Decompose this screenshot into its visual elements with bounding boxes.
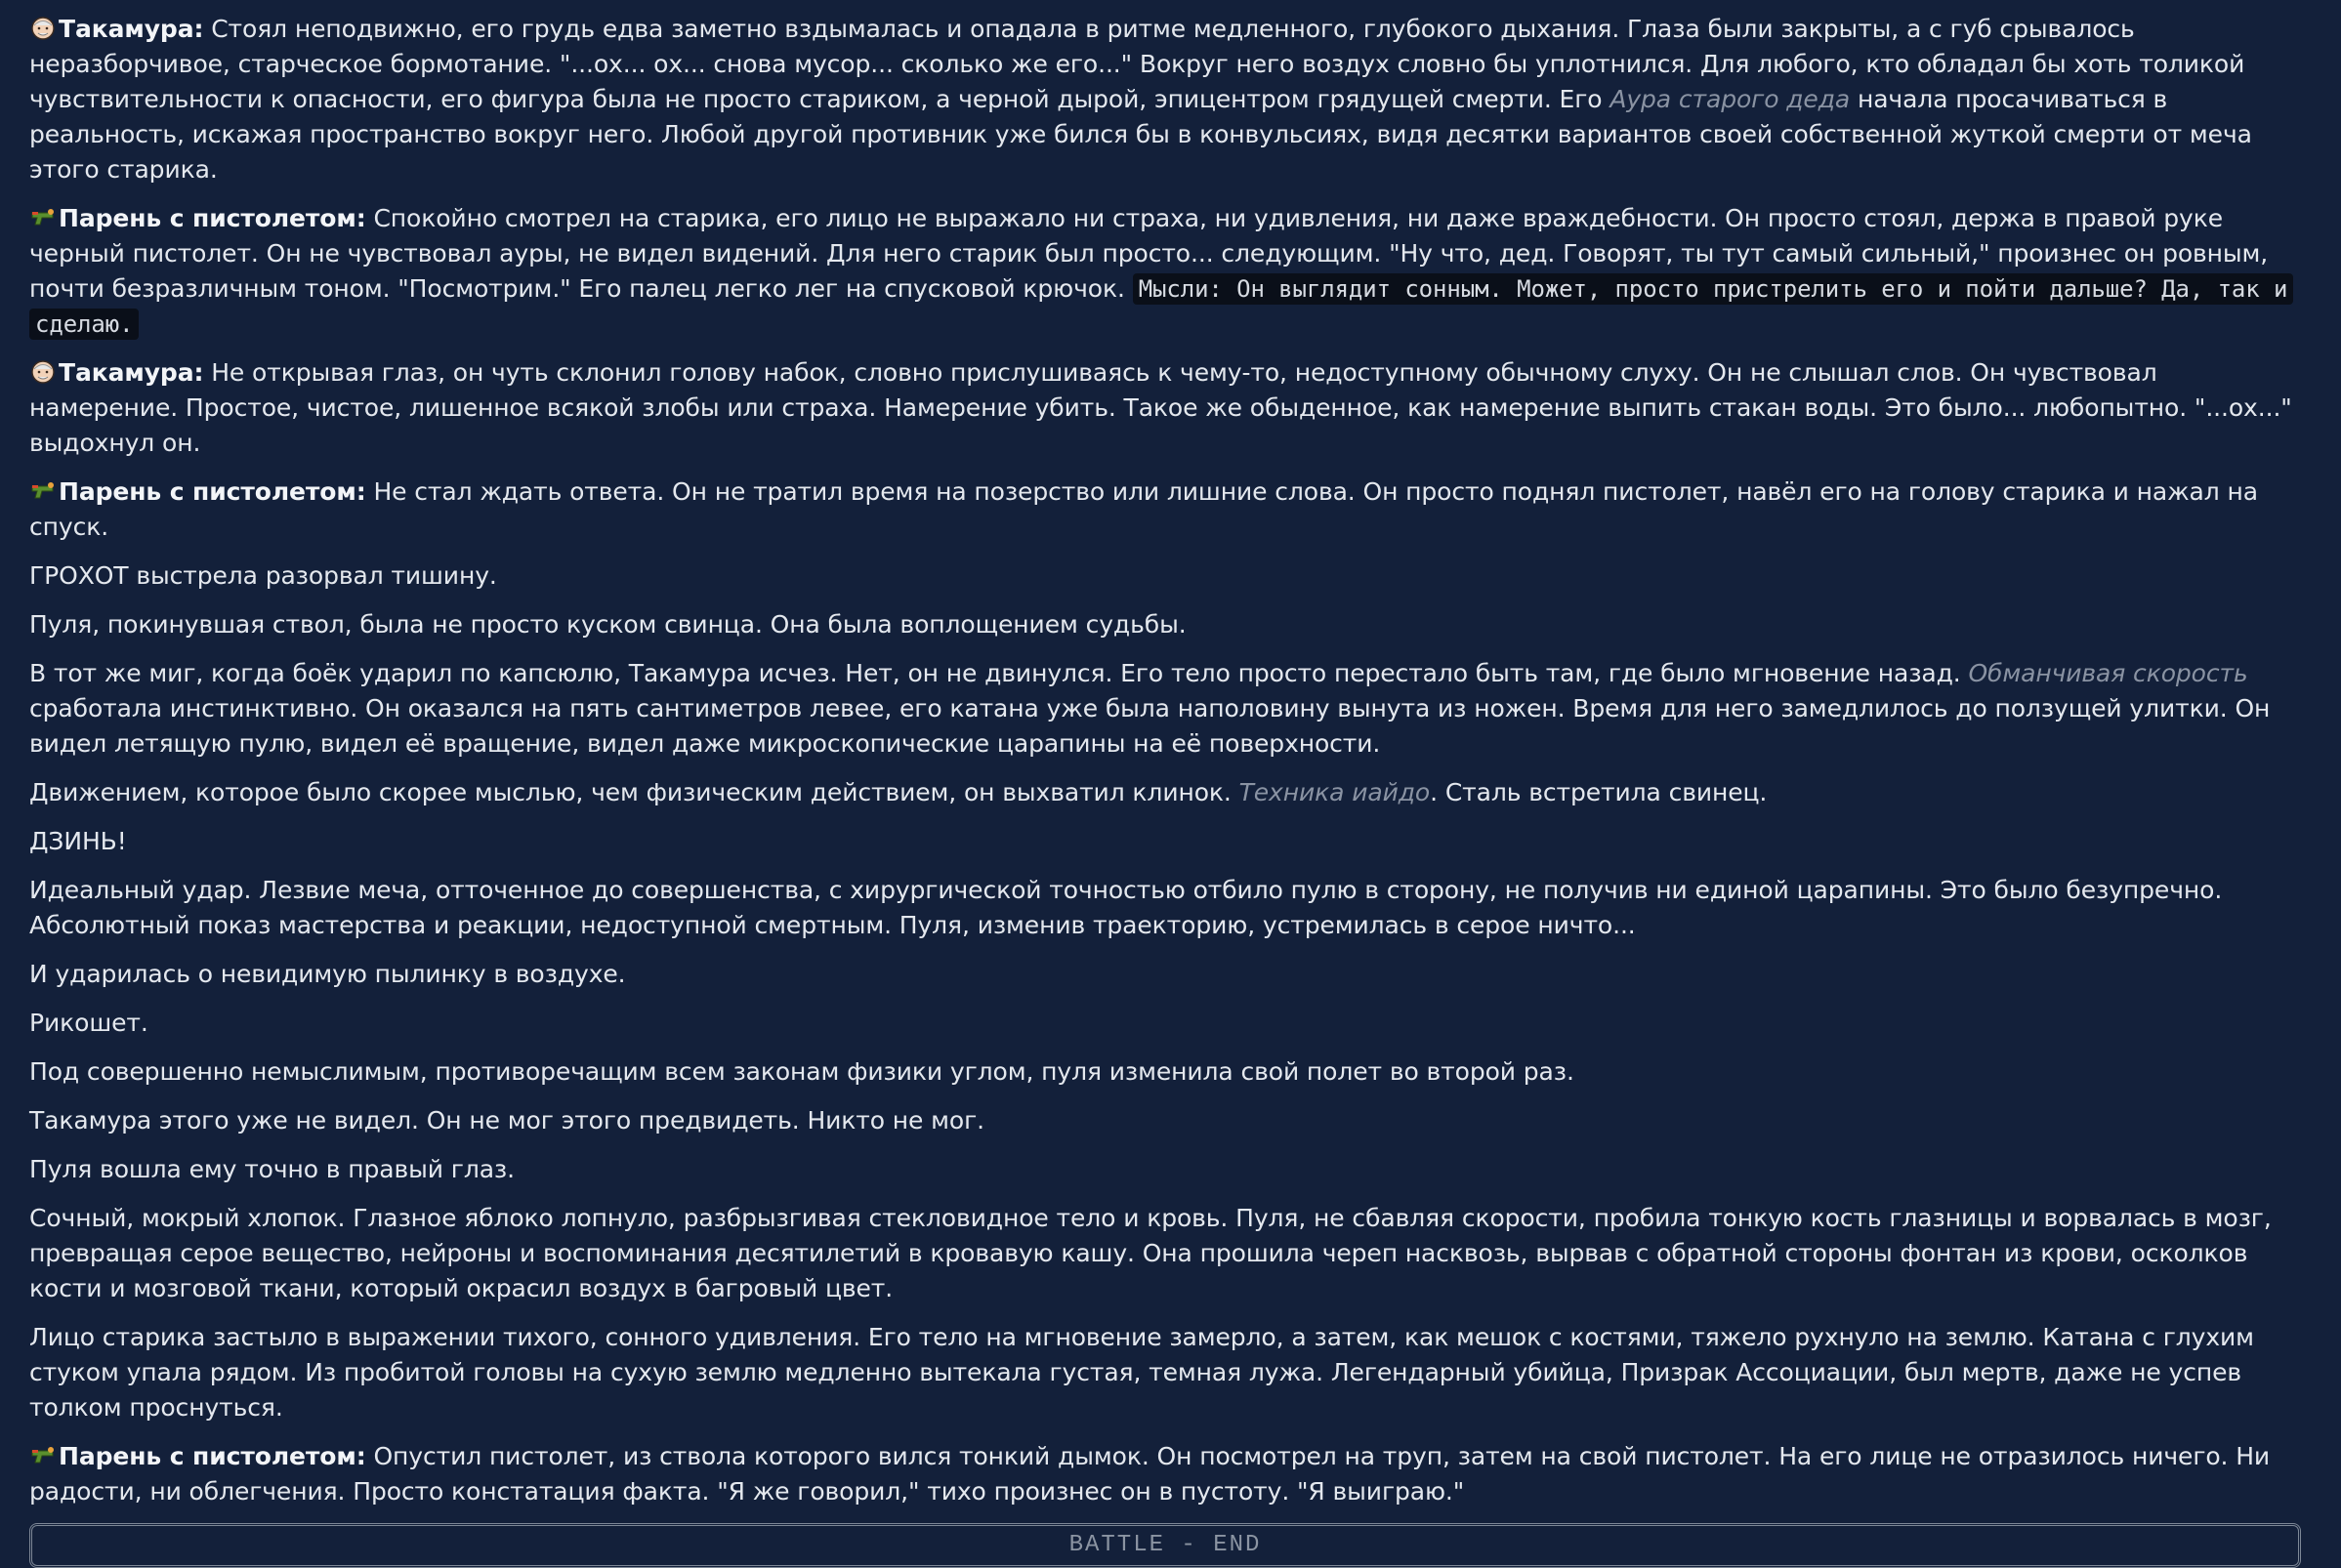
- message-text: Пуля вошла ему точно в правый глаз.: [29, 1155, 515, 1183]
- speaker-name: Такамура:: [59, 358, 204, 387]
- skill-name: Аура старого деда: [1609, 85, 1851, 113]
- message-text: Стоял неподвижно, его грудь едва заметно вздымалась и опадала в ритме медленного, глубокого дыхания. Глаза были закрыты, а с губ срывалось неразборчивое, старческое бормотание. "...ох... ох... снова мусор... сколько же его..." Вокруг него воздух словно бы уплотнился. Для любого, кто обладал бы хоть толикой чувствительности к опасности, его фигура была не просто стариком, а черной дырой, эпицентром грядущей смерти. Его: [29, 15, 2245, 113]
- narration-paragraph: [29, 824, 2312, 859]
- old-man-face-icon: [29, 15, 57, 42]
- thought-text: Мысли: Он выглядит сонным. Может, просто пристрелить его и пойти дальше? Да, так и сделаю.: [29, 273, 2293, 340]
- chat-message: [29, 12, 2312, 187]
- chat-message: [29, 475, 2312, 545]
- narration-paragraph: [29, 1006, 2312, 1041]
- message-text: Такамура этого уже не видел. Он не мог этого предвидеть. Никто не мог.: [29, 1106, 985, 1135]
- message-text: Идеальный удар. Лезвие меча, отточенное до совершенства, с хирургической точностью отбило пулю в сторону, не получив ни единой царапины. Это было безупречно. Абсолютный показ мастерства и реакции, недоступной смертным. Пуля, изменив траекторию, устремилась в серое ничто...: [29, 876, 2223, 939]
- message-text: Не открывая глаз, он чуть склонил голову набок, словно прислушиваясь к чему-то, недоступному обычному слуху. Он не слышал слов. Он чувствовал намерение. Простое, чистое, лишенное всякой злобы или страха. Намерение убить. Такое же обыденное, как намерение выпить стакан воды. Это было... любопытно. "...ох..." выдохнул он.: [29, 358, 2292, 457]
- skill-name: Обманчивая скорость: [1968, 659, 2248, 687]
- message-text: Сочный, мокрый хлопок. Глазное яблоко лопнуло, разбрызгивая стекловидное тело и кровь. Пуля, не сбавляя скорости, пробила тонкую кость глазницы и ворвалась в мозг, превращая серое вещество, нейроны и воспоминания десятилетий в кровавую кашу. Она прошила череп насквозь, вырвав с обратной стороны фонтан из крови, осколков кости и мозговой ткани, который окрасил воздух в багровый цвет.: [29, 1204, 2272, 1302]
- battle-end-bar: BATTLE - END: [29, 1523, 2301, 1568]
- pistol-icon: [29, 477, 57, 505]
- message-text: Лицо старика застыло в выражении тихого, сонного удивления. Его тело на мгновение замерло, а затем, как мешок с костями, тяжело рухнуло на землю. Катана с глухим стуком упала рядом. Из пробитой головы на сухую землю медленно вытекала густая, темная лужа. Легендарный убийца, Призрак Ассоциации, был мертв, даже не успев толком проснуться.: [29, 1323, 2254, 1422]
- narration-paragraph: [29, 1320, 2312, 1425]
- speaker-name: Парень с пистолетом:: [59, 204, 366, 232]
- speaker-name: Такамура:: [59, 15, 204, 43]
- message-text: В тот же миг, когда боёк ударил по капсюлю, Такамура исчез. Нет, он не двинулся. Его тело просто перестало быть там, где было мгновение назад.: [29, 659, 1969, 687]
- pistol-icon: [29, 204, 57, 231]
- chat-message: [29, 355, 2312, 461]
- narration-paragraph: [29, 873, 2312, 943]
- narration-paragraph: [29, 607, 2312, 642]
- speaker-name: Парень с пистолетом:: [59, 1442, 366, 1470]
- chat-message: [29, 1439, 2312, 1509]
- message-text: ДЗИНЬ!: [29, 827, 127, 855]
- narration-paragraph: [29, 1201, 2312, 1306]
- narration-paragraph: [29, 775, 2312, 810]
- skill-name: Техника иайдо: [1238, 778, 1431, 806]
- narration-paragraph: [29, 656, 2312, 762]
- chat-message: [29, 201, 2312, 342]
- message-text: Спокойно смотрел на старика, его лицо не выражало ни страха, ни удивления, ни даже враждебности. Он просто стоял, держа в правой руке черный пистолет. Он не чувствовал ауры, не видел видений. Для него старик был просто... следующим. "Ну что, дед. Говорят, ты тут самый сильный," произнес он ровным, почти безразличным тоном. "Посмотрим." Его палец легко лег на спусковой крючок.: [29, 204, 2269, 303]
- message-text: И ударилась о невидимую пылинку в воздухе.: [29, 960, 626, 988]
- message-text: Пуля, покинувшая ствол, была не просто куском свинца. Она была воплощением судьбы.: [29, 610, 1187, 639]
- message-text: Под совершенно немыслимым, противоречащим всем законам физики углом, пуля изменила свой полет во второй раз.: [29, 1057, 1574, 1086]
- narration-paragraph: [29, 1054, 2312, 1090]
- narration-paragraph: [29, 558, 2312, 594]
- pistol-icon: [29, 1442, 57, 1469]
- battle-log: [29, 12, 2312, 1509]
- message-text: ГРОХОТ выстрела разорвал тишину.: [29, 561, 497, 590]
- message-text: Рикошет.: [29, 1009, 148, 1037]
- narration-paragraph: [29, 1103, 2312, 1138]
- narration-paragraph: [29, 957, 2312, 992]
- old-man-face-icon: [29, 358, 57, 386]
- message-text: . Сталь встретила свинец.: [1430, 778, 1768, 806]
- narration-paragraph: [29, 1152, 2312, 1187]
- speaker-name: Парень с пистолетом:: [59, 477, 366, 506]
- message-text: Движением, которое было скорее мыслью, чем физическим действием, он выхватил клинок.: [29, 778, 1239, 806]
- message-text: Не стал ждать ответа. Он не тратил время на позерство или лишние слова. Он просто поднял пистолет, навёл его на голову старика и нажал на спуск.: [29, 477, 2258, 541]
- message-text: Опустил пистолет, из ствола которого вился тонкий дымок. Он посмотрел на труп, затем на свой пистолет. На его лице не отразилось ничего. Ни радости, ни облегчения. Просто констатация факта. "Я же говорил," тихо произнес он в пустоту. "Я выиграю.": [29, 1442, 2271, 1506]
- message-text: сработала инстинктивно. Он оказался на пять сантиметров левее, его катана уже была наполовину вынута из ножен. Время для него замедлилось до ползущей улитки. Он видел летящую пулю, видел её вращение, видел даже микроскопические царапины на её поверхности.: [29, 694, 2271, 758]
- message-text: начала просачиваться в реальность, искажая пространство вокруг него. Любой другой противник уже бился бы в конвульсиях, видя десятки вариантов своей собственной жуткой смерти от меча этого старика.: [29, 85, 2252, 184]
